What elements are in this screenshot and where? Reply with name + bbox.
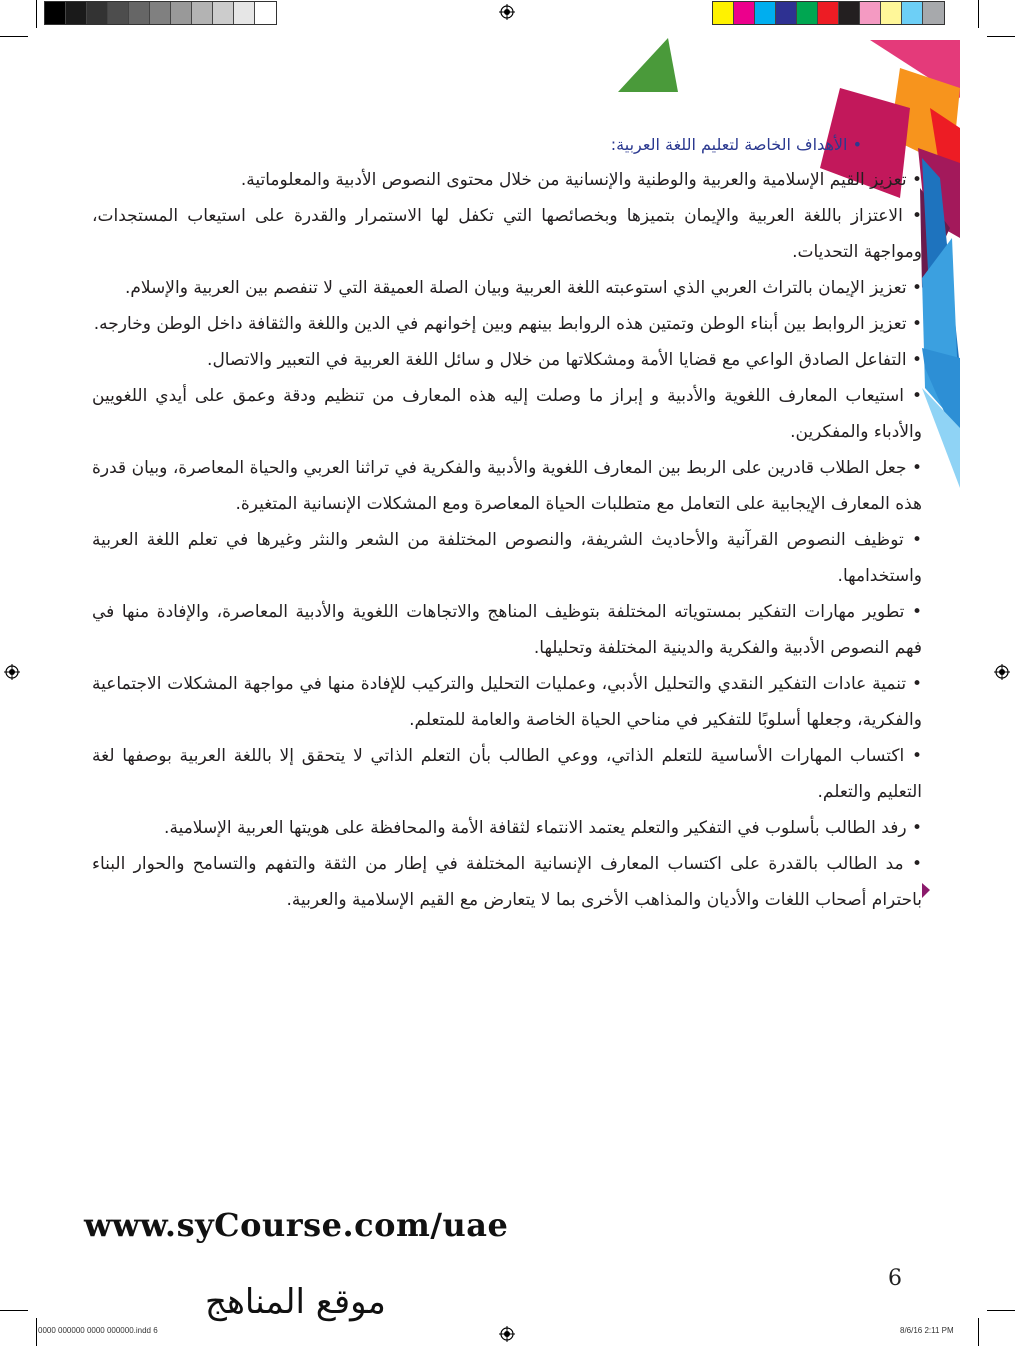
crop-mark [0,1310,28,1311]
objective-item: • تعزيز القيم الإسلامية والعربية والوطنية والإنسانية من خلال محتوى النصوص الأدبية والمعلوماتية. [240,170,922,190]
crop-mark [987,1310,1015,1311]
gray-swatch [87,2,108,24]
color-swatch [881,2,902,24]
objective-item: • تطوير مهارات التفكير بمستوياته المختلفة بتوظيف المناهج والاتجاهات اللغوية والأدبية المعاصرة، والإفادة منها في فهم النصوص الأدبية والفكرية والدينية المختلفة وتحليلها. [92,602,922,658]
gray-calibration-bar [44,1,277,25]
section-heading: • الأهداف الخاصة لتعليم اللغة العربية: [610,135,862,154]
color-calibration-bar [712,1,945,25]
gray-swatch [66,2,87,24]
gray-swatch [192,2,213,24]
objective-item: • تنمية عادات التفكير النقدي والتحليل الأدبي، وعمليات التحليل والتركيب للإفادة منها في مواجهة المشكلات الاجتماعية والفكرية، وجعلها أسلوبًا للتفكير في مناحي الحياة الخاصة والعامة للمتعلم. [92,674,922,730]
crop-mark [987,36,1015,37]
objective-item: • الاعتزاز باللغة العربية والإيمان بتميزها وبخصائصها التي تكفل لها الاستمرار والقدرة على استيعاب المستجدات، ومواجهة التحديات. [92,206,922,262]
objective-item: • توظيف النصوص القرآنية والأحاديث الشريفة، والنصوص المختلفة من الشعر والنثر وغيرها في تعلم اللغة العربية واستخدامها. [92,530,922,586]
objective-item: • اكتساب المهارات الأساسية للتعلم الذاتي، ووعي الطالب بأن التعلم الذاتي لا يتحقق إلا باللغة العربية بوصفها لغة التعليم والتعلم. [92,746,922,802]
objective-item: • رفد الطالب بأسلوب في التفكير والتعلم يعتمد الانتماء لثقافة الأمة والمحافظة على هويتها العربية الإسلامية. [164,818,922,838]
gray-swatch [255,2,276,24]
objective-item: • مد الطالب بالقدرة على اكتساب المعارف الإنسانية المختلفة في إطار من الثقة والتفهم والتسامح والحوار البناء باحترام أصحاب اللغات والأديان والمذاهب الأخرى بما لا يتعارض مع القيم الإسلامية والعربية. [92,854,922,910]
gray-swatch [129,2,150,24]
crop-mark [36,0,37,28]
objective-item: • استيعاب المعارف اللغوية والأدبية و إبراز ما وصلت إليه هذه المعارف من تنظيم ودقة وعمق على أيدي اللغويين والأدباء والمفكرين. [92,386,922,442]
objectives-list [92,162,922,918]
color-swatch [797,2,818,24]
registration-mark-icon [499,4,515,20]
color-swatch [923,2,944,24]
crop-mark [36,1318,37,1346]
color-swatch [776,2,797,24]
gray-swatch [45,2,66,24]
color-swatch [734,2,755,24]
crop-mark [0,36,28,37]
page-number: 6 [888,1266,902,1291]
color-swatch [713,2,734,24]
color-swatch [839,2,860,24]
objective-item: • تعزيز الإيمان بالتراث العربي الذي استوعبته اللغة العربية وبيان الصلة العميقة التي لا تنفصم بين العربية والإسلام. [124,278,922,298]
site-name: موقع المناهج [205,1282,386,1322]
website-url: www.syCourse.com/uae [84,1206,509,1244]
crop-mark [978,1318,979,1346]
registration-mark-icon [4,664,20,680]
gray-swatch [234,2,255,24]
print-slug-date: 8/6/16 2:11 PM [900,1326,954,1335]
objective-item: • التفاعل الصادق الواعي مع قضايا الأمة ومشكلاتها من خلال و سائل اللغة العربية في التعبير والاتصال. [207,350,922,370]
crop-mark [978,0,979,28]
color-swatch [755,2,776,24]
color-swatch [818,2,839,24]
gray-swatch [108,2,129,24]
registration-mark-icon [499,1326,515,1342]
print-slug-file: 0000 000000 0000 000000.indd 6 [38,1326,158,1335]
gray-swatch [150,2,171,24]
gray-swatch [213,2,234,24]
registration-mark-icon [994,664,1010,680]
gray-swatch [171,2,192,24]
objectives-section [92,128,922,918]
color-swatch [902,2,923,24]
objective-item: • تعزيز الروابط بين أبناء الوطن وتمتين هذه الروابط بينهم وبين إخوانهم في الدين واللغة والثقافة داخل الوطن وخارجه. [93,314,922,334]
color-swatch [860,2,881,24]
objective-item: • جعل الطلاب قادرين على الربط بين المعارف اللغوية والأدبية والفكرية في تراثنا العربي والحياة المعاصرة، وبيان قدرة هذه المعارف الإيجابية على التعامل مع متطلبات الحياة المعاصرة ومع المشكلات الإنسانية المتغيرة. [92,458,922,514]
